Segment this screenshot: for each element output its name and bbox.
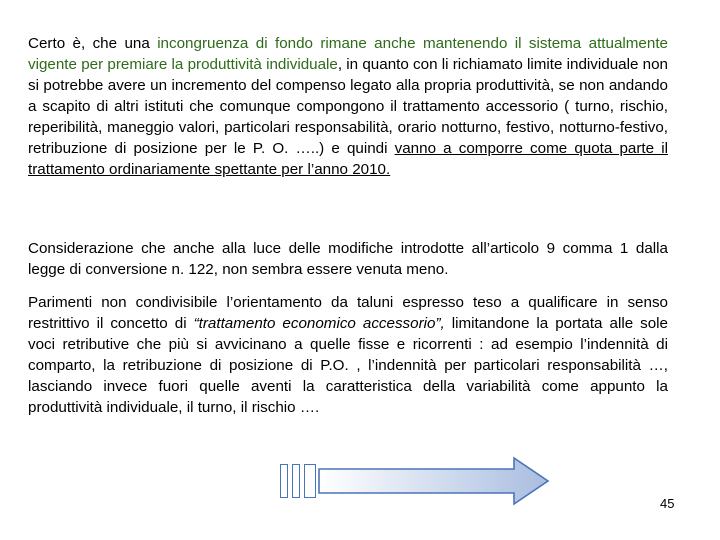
paragraph-2-text: Considerazione che anche alla luce delle modifiche introdotte all’articolo 9 comma 1 dalla legge di conversione n. 122, non sembra essere venuta meno.: [28, 240, 668, 278]
nav-bar-3: [304, 464, 316, 498]
paragraph-3-text-continued: limitandone la portata alle sole voci retributive che più si avvicinano a quelle fisse e ricorrenti : ad esempio l’indennità di comparto, la retribuzione di posizione di P.O. , l’indennità per particolari responsabilità …, lasciando invece fuori quelle aventi la caratteristica della variabilità come appunto la produttività individuale, il turno, il rischio ….: [28, 315, 668, 416]
arrow-shape: [319, 458, 548, 504]
paragraph-1: [28, 33, 668, 180]
paragraph-3-text: Parimenti non condivisibile l’orientamento da taluni espresso teso a qualificare in senso restrittivo il concetto di: [28, 294, 668, 332]
nav-bar-1: [280, 464, 288, 498]
paragraph-1-text: Certo è, che una: [28, 35, 158, 52]
right-arrow-icon[interactable]: [318, 456, 550, 506]
paragraph-1-text-continued: , in quanto con li richiamato limite individuale non si potrebbe avere un incremento del compenso legato alla propria produttività, se non andando a scapito di altri istituti che comunque compongono il trattamento accessorio ( turno, rischio, reperibilità, maneggio valori, particolari responsabilità, orario notturno, festivo, notturno-festivo, retribuzione di posizione per le P. O. …..) e quindi: [28, 56, 668, 157]
paragraph-3: [28, 292, 668, 418]
paragraph-2: [28, 238, 668, 280]
paragraph-3-italic: “trattamento economico accessorio”,: [193, 315, 445, 332]
page-number: 45: [660, 496, 675, 511]
paragraph-1-underlined: vanno a comporre come quota parte il trattamento ordinariamente spettante per l’anno 2010.: [28, 140, 668, 178]
paragraph-1-highlight: incongruenza di fondo rimane anche mantenendo il sistema attualmente vigente per premiare la produttività individuale: [28, 35, 668, 73]
nav-bar-2: [292, 464, 300, 498]
